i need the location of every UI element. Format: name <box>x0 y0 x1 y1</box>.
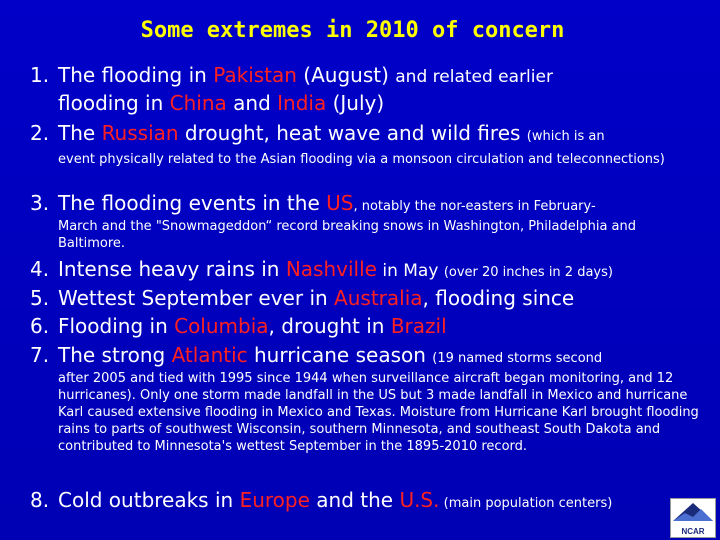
item-3-detail: March and the "Snowmageddon“ record breaking snows in Washington, Philadelphia and Baltimore. <box>58 219 637 251</box>
item-number: 2. <box>30 121 50 145</box>
list-item-8 <box>30 487 710 513</box>
list-item-2 <box>30 120 710 146</box>
item-text: , flooding since <box>422 286 575 310</box>
item-text: Flooding in <box>58 314 175 338</box>
highlight-place: India <box>277 91 327 115</box>
list-item-1 <box>30 62 710 116</box>
item-number: 5. <box>30 286 50 310</box>
item-number: 6. <box>30 314 50 338</box>
highlight-place: US <box>326 191 354 215</box>
item-text: (main population centers) <box>439 496 613 511</box>
list-item-6 <box>30 313 710 339</box>
item-text: in May <box>376 261 444 281</box>
item-text: (July) <box>326 91 385 115</box>
item-text: The flooding events in the <box>58 191 327 215</box>
item-text: drought, heat wave and wild fires <box>178 121 527 145</box>
item-text: flooding in <box>58 91 170 115</box>
item-text: (19 named storms second <box>432 351 603 366</box>
item-text: , drought in <box>268 314 391 338</box>
ncar-logo <box>670 498 716 538</box>
item-text: The <box>58 121 102 145</box>
list-item-4 <box>30 256 710 284</box>
item-text: Intense heavy rains in <box>58 257 286 281</box>
item-number: 8. <box>30 488 50 512</box>
item-text: and related earlier <box>395 67 553 87</box>
highlight-place: U.S. <box>399 488 440 512</box>
highlight-place: Russian <box>101 121 179 145</box>
list-item-3 <box>30 190 710 216</box>
ncar-logo-icon <box>671 499 715 527</box>
slide-title: Some extremes in 2010 of concern <box>140 18 565 43</box>
item-text: The flooding in <box>58 63 214 87</box>
item-2-detail: event physically related to the Asian flooding via a monsoon circulation and teleconnections) <box>58 152 665 167</box>
item-text: The strong <box>58 343 172 367</box>
item-text: , notably the nor-easters in February- <box>353 199 596 214</box>
highlight-place: Europe <box>239 488 310 512</box>
highlight-place: China <box>169 91 227 115</box>
item-number: 3. <box>30 191 50 215</box>
highlight-place: Australia <box>334 286 423 310</box>
item-text: and <box>226 91 278 115</box>
highlight-place: Columbia <box>174 314 269 338</box>
highlight-place: Pakistan <box>213 63 297 87</box>
item-number: 1. <box>30 63 50 87</box>
highlight-place: Atlantic <box>171 343 248 367</box>
item-text: Wettest September ever in <box>58 286 335 310</box>
item-text: (which is an <box>526 129 605 144</box>
ncar-logo-text: NCAR <box>681 527 705 536</box>
highlight-place: Brazil <box>390 314 447 338</box>
list-item-5 <box>30 285 710 311</box>
item-text: (over 20 inches in 2 days) <box>443 265 613 280</box>
item-7-detail: after 2005 and tied with 1995 since 1944 when surveillance aircraft began monitoring, and 12 hurricanes). Only one storm made landfall in the US but 3 made landfall in Mexico and hurricane Karl caused extensive flooding in Mexico and Texas. Moisture from Hurricane Karl brought flooding rains to parts of southwest Wisconsin, southern Minnesota, and southeast South Dakota and contributed to Minnesota's wettest September in the 1895-2010 record. <box>58 371 699 454</box>
item-text: and the <box>309 488 400 512</box>
item-text: Cold outbreaks in <box>58 488 240 512</box>
item-text: (August) <box>296 63 396 87</box>
list-item-7 <box>30 342 710 368</box>
item-number: 7. <box>30 343 50 367</box>
item-number: 4. <box>30 257 50 281</box>
highlight-place: Nashville <box>285 257 377 281</box>
item-text: hurricane season <box>247 343 433 367</box>
